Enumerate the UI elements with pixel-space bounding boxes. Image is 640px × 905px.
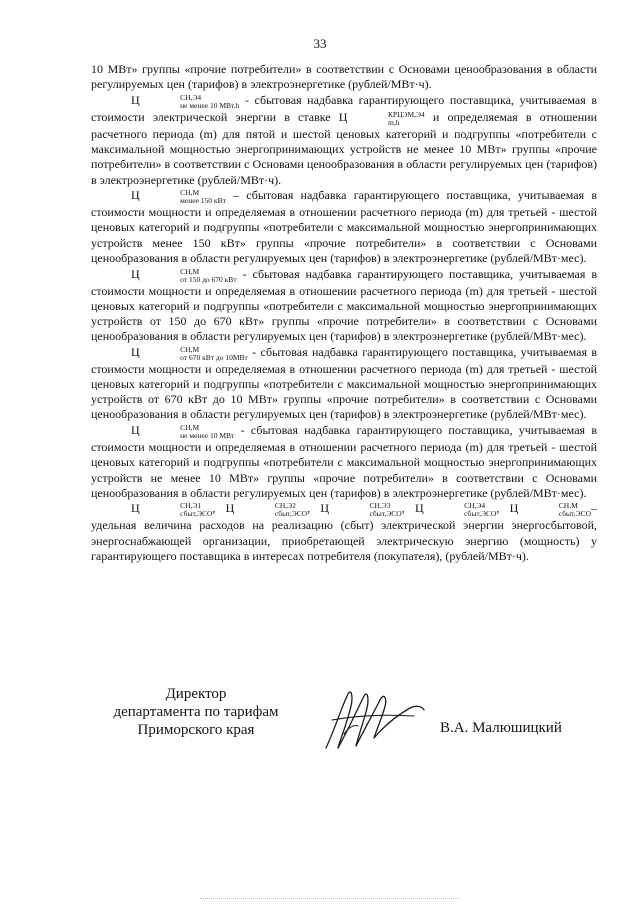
- formula-superscript: СН,М: [180, 344, 200, 354]
- page-number: 33: [313, 36, 327, 51]
- formula-superscript: СН,М: [558, 501, 578, 511]
- paragraph-text: - сбытовая надбавка гарантирующего поставщика, учитываемая в стоимости мощности и определяемая в отношении расчетного периода (m) для третьей - шестой ценовых категорий и подгруппы «потребители с максимальной мощностью энергопринимающих устройств не менее 10 МВт» группы «прочие потребители» в соответствии с Основами ценообразования в области регулируемых цен (тарифов) в электроэнергетике (рублей/МВт·мес).: [91, 423, 597, 500]
- paragraph-definition-energy: [91, 93, 597, 188]
- signatory-name: В.А. Малюшицкий: [440, 720, 562, 736]
- formula-symbol: Ц СН,Э2 сбыт,ЭСО: [225, 501, 308, 519]
- paragraph-definition-capacity-150-670: [91, 267, 597, 345]
- formula-superscript: СН,Э3: [369, 501, 391, 511]
- signatory-position: Директор: [165, 686, 227, 702]
- formula-subscript: сбыт,ЭСО: [180, 509, 213, 519]
- formula-subscript: сбыт,ЭСО: [274, 509, 308, 519]
- paragraph-definition-capacity-lt150: [91, 188, 597, 266]
- paragraph-text: - сбытовая надбавка гарантирующего поставщика, учитываемая в стоимости мощности и определяемая в отношении расчетного периода (m) для третьей - шестой ценовых категорий и подгруппы «потребители с максимальной мощностью энергопринимающих устройств от 150 до 670 кВт» группы «прочие потребители» в соответствии с Основами ценообразования в области регулируемых цен (тарифов) в электроэнергетике (рублей/МВт·мес).: [91, 266, 597, 344]
- formula-subscript: от 150 до 670 кВт: [180, 274, 237, 284]
- formula-symbol: Ц СН,Э3 сбыт,ЭСО: [320, 501, 402, 519]
- paragraph-text: – сбытовая надбавка гарантирующего поставщика, учитываемая в стоимости мощности и определяемая в отношении расчетного периода (m) для третьей - шестой ценовых категорий и подгруппы «потребители с максимальной мощностью энергопринимающих устройств менее 150 кВт» группы «прочие потребители» в соответствии с Основами ценообразования в области регулируемых цен (тарифов) в электроэнергетике (рублей/МВт·мес).: [91, 188, 597, 265]
- paragraph-definition-capacity-gte10mw: [91, 423, 597, 501]
- formula-inline: [347, 109, 425, 127]
- formula-symbol: Ц СН,М не менее 10 МВт: [131, 423, 235, 441]
- formula-symbol: Ц СН,Э1 сбыт,ЭСО: [131, 501, 213, 519]
- formula-superscript: СН,М: [180, 266, 200, 276]
- formula-superscript: СН,Э1: [180, 501, 202, 511]
- formula-subscript: m,h: [387, 117, 400, 127]
- formula-symbol: Ц СН,Э4 не менее 10 МВт,h: [131, 92, 240, 110]
- paragraph-text: - сбытовая надбавка гарантирующего поставщика, учитываемая в стоимости мощности и определяемая в отношении расчетного периода (m) для третьей - шестой ценовых категорий и подгруппы «потребители с максимальной мощностью энергопринимающих устройств от 670 кВт до 10 МВт» группы «прочие потребители» в соответствии с Основами ценообразования в области регулируемых цен (тарифов) в электроэнергетике (рублей/МВт·мес).: [91, 344, 597, 422]
- signatory-region: Приморского края: [137, 722, 255, 738]
- formula-superscript: СН,М: [180, 188, 200, 198]
- formula-symbol: Ц СН,М сбыт,ЭСО: [509, 501, 592, 519]
- scan-edge-artifact: [200, 898, 460, 902]
- formula-subscript: сбыт,ЭСО: [369, 509, 402, 519]
- document-body: [91, 62, 597, 565]
- paragraph-definition-capacity-670-10mw: [91, 345, 597, 423]
- formula-symbol: Ц СН,М от 150 до 670 кВт: [131, 266, 237, 284]
- formula-symbol: Ц СН,М от 670 кВт до 10МВт: [131, 344, 248, 362]
- formula-subscript: не менее 10 МВт,h: [180, 100, 240, 110]
- signatory-department: департамента по тарифам: [113, 704, 279, 720]
- signatory-title: [96, 685, 296, 739]
- formula-superscript: КРЦЭМ,Э4: [387, 109, 425, 119]
- paragraph-text-continued: и определяемая в отношении расчетного периода (m) для пятой и шестой ценовых категорий и подгруппы «потребители с максимальной мощностью энергопринимающих устройств не менее 10 МВт» группы «прочие потребители» в соответствии с Основами ценообразования в области регулируемых цен (тарифов) в электроэнергетике (рублей/МВт·ч).: [91, 109, 597, 187]
- formula-subscript: не менее 10 МВт: [180, 431, 235, 441]
- paragraph-text: - сбытовая надбавка гарантирующего поставщика, учитываемая в стоимости электрической энергии в ставке Ц: [91, 92, 597, 124]
- formula-subscript: от 670 кВт до 10МВт: [180, 352, 248, 362]
- handwritten-signature: [318, 686, 428, 756]
- formula-superscript: СН,Э2: [274, 501, 296, 511]
- formula-superscript: СН,Э4: [180, 92, 202, 102]
- paragraph-definition-sales-costs: Ц СН,Э1 сбыт,ЭСО , Ц СН,Э2 сбыт,ЭСО , Ц СН,Э3 сбыт,ЭСО , Ц СН,Э4 сбыт,ЭСО , Ц СН,М сбыт,ЭСО –удельная величина расходов на реализацию (сбыт) электрической энергии энергосбытовой, энергоснабжающей организации, приобретающей электрическую энергию (мощность) у гарантирующего поставщика в интересах потребителя (покупателя), (рублей/МВт·ч).: [91, 501, 598, 563]
- formula-symbol: Ц СН,Э4 сбыт,ЭСО: [414, 501, 497, 519]
- paragraph-text: –удельная величина расходов на реализацию (сбыт) электрической энергии энергосбытовой, энергоснабжающей организации, приобретающей электрическую энергию (мощность) у гарантирующего поставщика в интересах потребителя (покупателя), (рублей/МВт·ч).: [91, 501, 598, 563]
- formula-symbol: Ц СН,М менее 150 кВт: [131, 188, 226, 206]
- formula-superscript: СН,Э4: [464, 501, 486, 511]
- formula-subscript: сбыт,ЭСО: [558, 509, 592, 519]
- formula-superscript: СН,М: [180, 423, 200, 433]
- formula-subscript: сбыт,ЭСО: [464, 509, 497, 519]
- paragraph-continuation: [91, 62, 597, 92]
- formula-subscript: менее 150 кВт: [180, 196, 226, 206]
- paragraph-text: 10 МВт» группы «прочие потребители» в соответствии с Основами ценообразования в области регулируемых цен (тарифов) в электроэнергетике (рублей/МВт·ч).: [91, 62, 597, 92]
